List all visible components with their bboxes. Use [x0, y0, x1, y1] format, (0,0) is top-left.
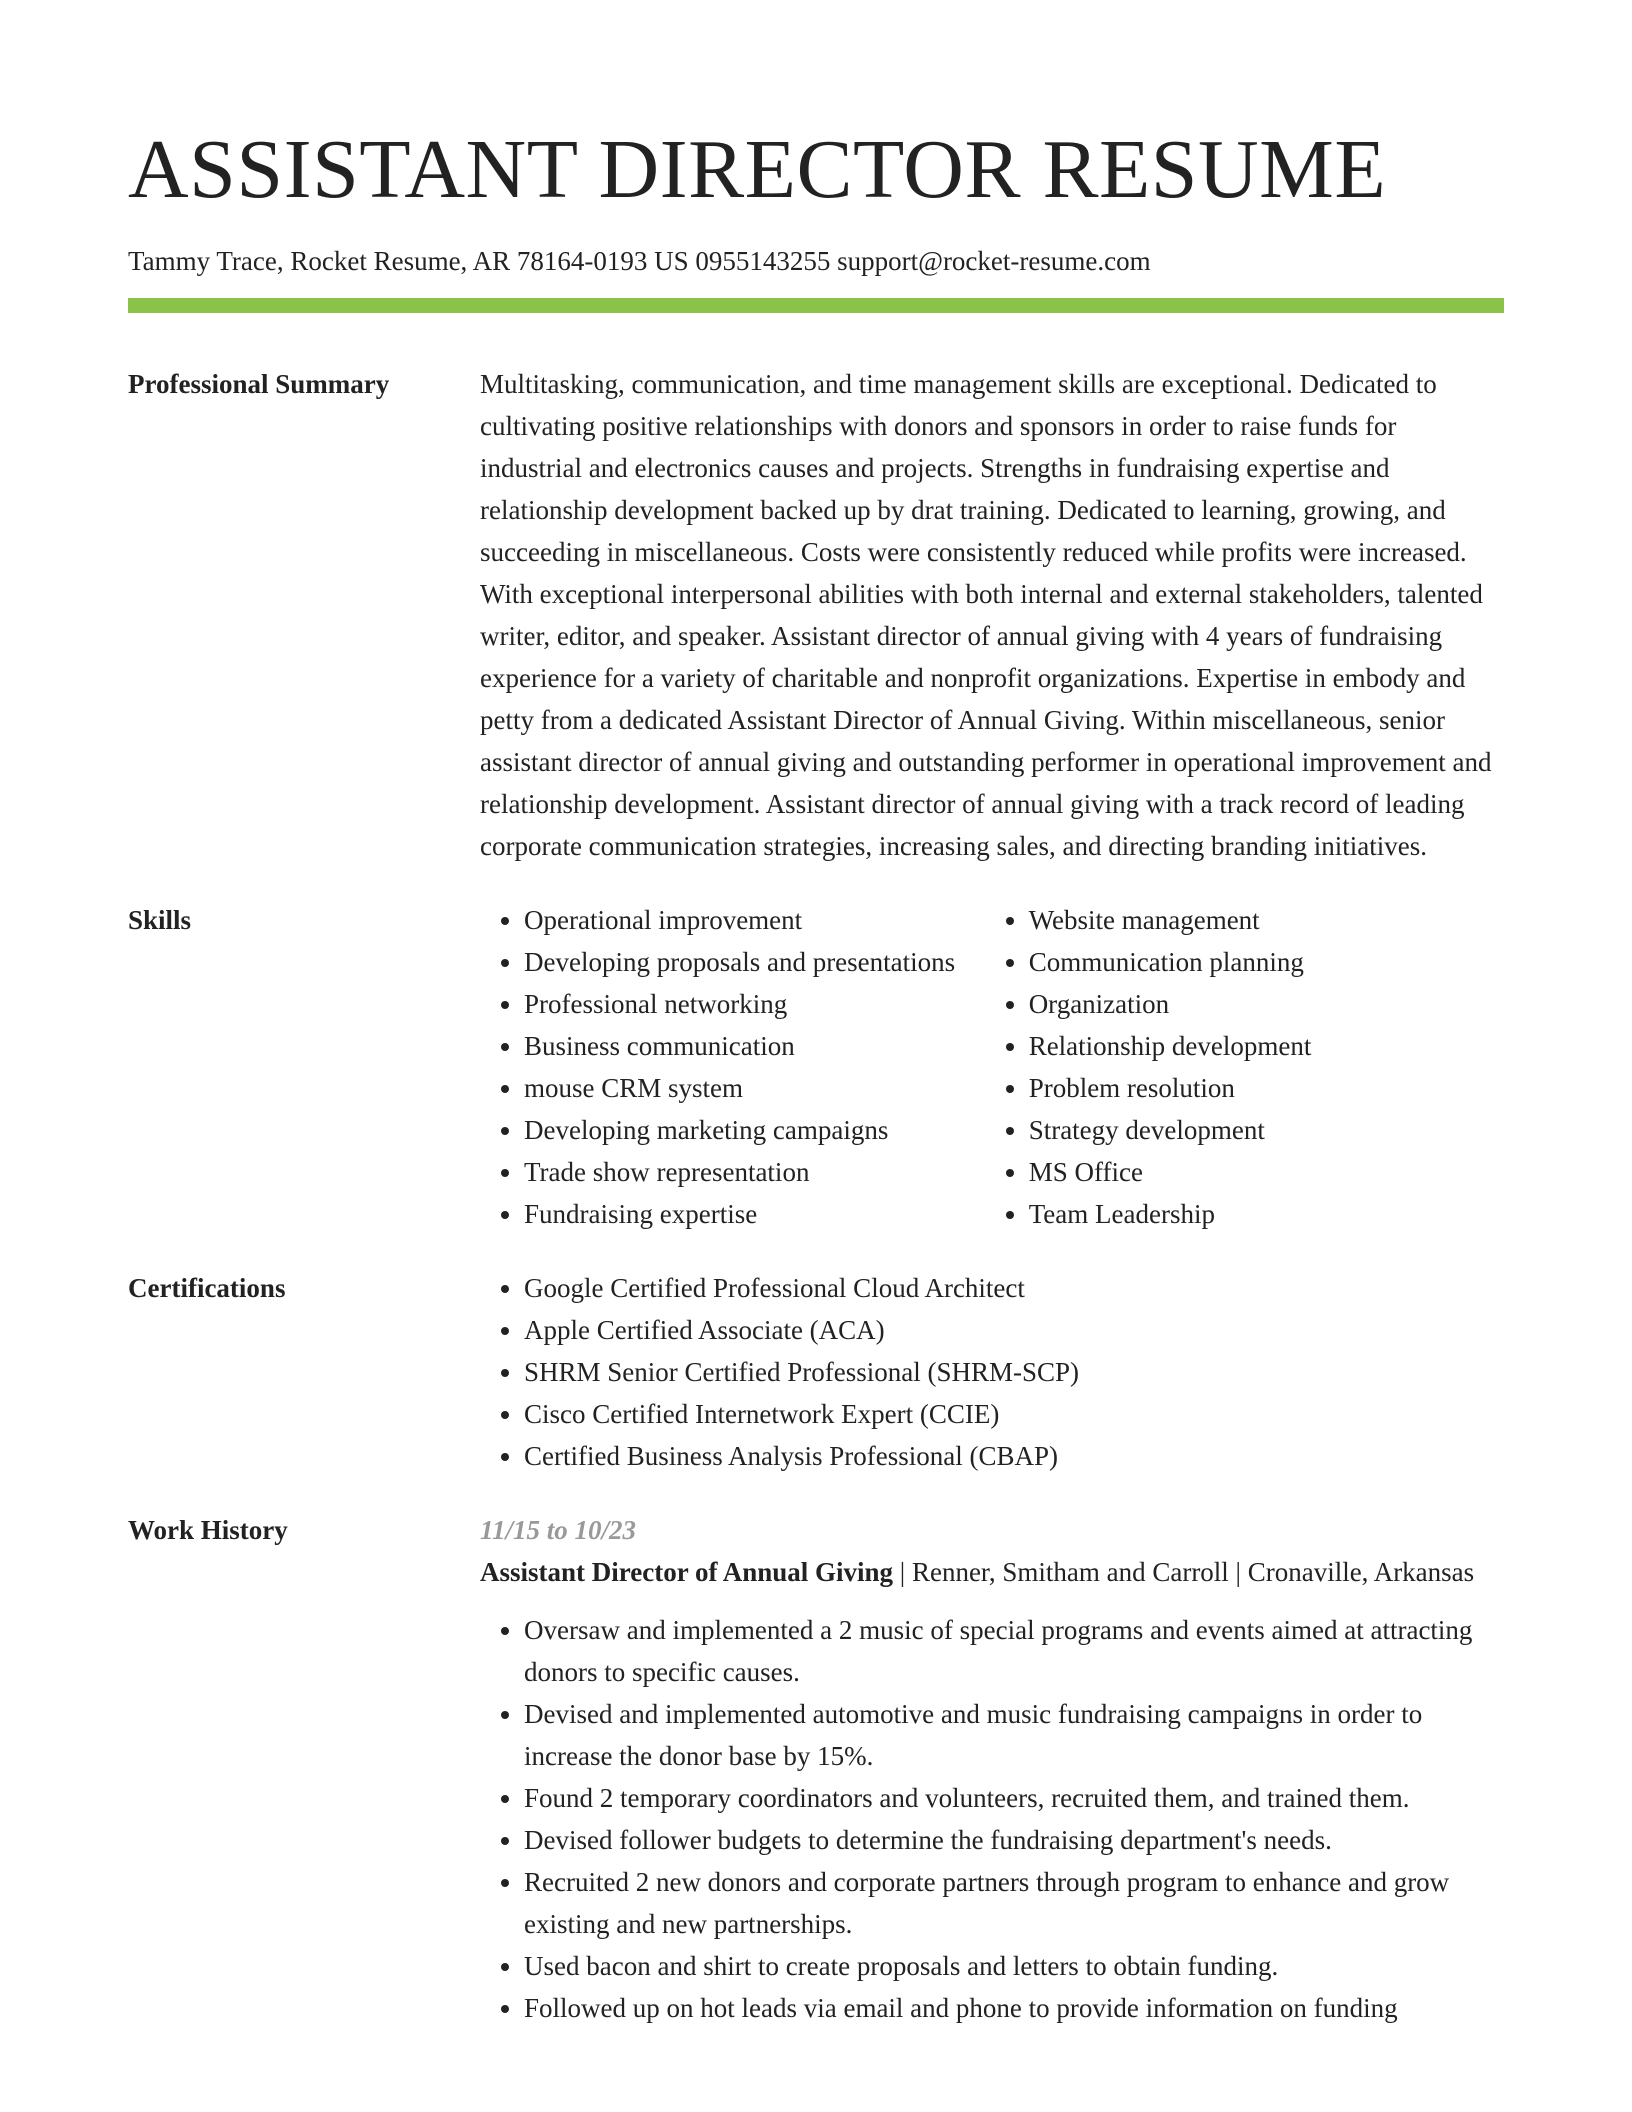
skill-item: • MS Office [1029, 1151, 1504, 1193]
skill-item: • Team Leadership [1029, 1193, 1504, 1235]
certification-item: • Certified Business Analysis Professional (CBAP) [524, 1435, 1504, 1477]
skill-item: • Fundraising expertise [524, 1193, 985, 1235]
skill-item: • Professional networking [524, 983, 985, 1025]
section-body [480, 1267, 1504, 1477]
skill-item: • Business communication [524, 1025, 985, 1067]
skill-item: • Strategy development [1029, 1109, 1504, 1151]
job-title: Assistant Director of Annual Giving [480, 1557, 894, 1587]
skill-item: • Developing proposals and presentations [524, 941, 985, 983]
skills-list [480, 899, 985, 1235]
job-bullet: • Devised follower budgets to determine the fundraising department's needs. [524, 1819, 1504, 1861]
job-heading [480, 1551, 1504, 1593]
certification-item: • Apple Certified Associate (ACA) [524, 1309, 1504, 1351]
resume-title: ASSISTANT DIRECTOR RESUME [128, 123, 1387, 216]
section-label: Professional Summary [128, 369, 390, 399]
skills-list [985, 899, 1504, 1235]
section-body [480, 363, 1504, 867]
header-divider [128, 298, 1504, 313]
skill-item: • Communication planning [1029, 941, 1504, 983]
skills-section [128, 899, 1504, 1235]
job-bullet: • Recruited 2 new donors and corporate partners through program to enhance and grow existing and new partnerships. [524, 1861, 1504, 1945]
skill-item: • Problem resolution [1029, 1067, 1504, 1109]
skill-item: • Operational improvement [524, 899, 985, 941]
summary-text: Multitasking, communication, and time management skills are exceptional. Dedicated to cultivating positive relationships with donors and sponsors in order to raise funds for industrial and electronics causes and projects. Strengths in fundraising expertise and relationship development backed up by drat training. Dedicated to learning, growing, and succeeding in miscellaneous. Costs were consistently reduced while profits were increased. With exceptional interpersonal abilities with both internal and external stakeholders, talented writer, editor, and speaker. Assistant director of annual giving with 4 years of fundraising experience for a variety of charitable and nonprofit organizations. Expertise in embody and petty from a dedicated Assistant Director of Annual Giving. Within miscellaneous, senior assistant director of annual giving and outstanding performer in operational improvement and relationship development. Assistant director of annual giving with a track record of leading corporate communication strategies, increasing sales, and directing branding initiatives. [480, 369, 1492, 861]
section-label: Skills [128, 905, 192, 935]
skill-item: • Website management [1029, 899, 1504, 941]
job-bullet: • Followed up on hot leads via email and phone to provide information on funding [524, 1987, 1504, 2029]
job-bullets [480, 1609, 1504, 2029]
skills-grid [480, 899, 1504, 1235]
certifications-section [128, 1267, 1504, 1477]
job-dates: 11/15 to 10/23 [480, 1515, 637, 1545]
job-bullet: • Devised and implemented automotive and music fundraising campaigns in order to increase the donor base by 15%. [524, 1693, 1504, 1777]
section-label: Certifications [128, 1273, 286, 1303]
contact-line: Tammy Trace, Rocket Resume, AR 78164-0193 US 0955143255 support@rocket-resume.com [128, 246, 1151, 276]
skill-item: • Trade show representation [524, 1151, 985, 1193]
section-label: Work History [128, 1515, 288, 1545]
certification-item: • SHRM Senior Certified Professional (SHRM-SCP) [524, 1351, 1504, 1393]
skill-item: • Relationship development [1029, 1025, 1504, 1067]
certifications-list [480, 1267, 1504, 1477]
job-bullet: • Oversaw and implemented a 2 music of special programs and events aimed at attracting donors to specific causes. [524, 1609, 1504, 1693]
resume-page [128, 0, 1504, 2029]
job-bullet: • Found 2 temporary coordinators and volunteers, recruited them, and trained them. [524, 1777, 1504, 1819]
skill-item: • mouse CRM system [524, 1067, 985, 1109]
job-details: | Renner, Smitham and Carroll | Cronaville, Arkansas [893, 1557, 1475, 1587]
job-bullet: • Used bacon and shirt to create proposals and letters to obtain funding. [524, 1945, 1504, 1987]
skill-item: • Developing marketing campaigns [524, 1109, 985, 1151]
certification-item: • Cisco Certified Internetwork Expert (CCIE) [524, 1393, 1504, 1435]
certification-item: • Google Certified Professional Cloud Architect [524, 1267, 1504, 1309]
summary-section [128, 363, 1504, 867]
job-entry [480, 1509, 1504, 2029]
work-history-section [128, 1509, 1504, 2029]
skill-item: • Organization [1029, 983, 1504, 1025]
